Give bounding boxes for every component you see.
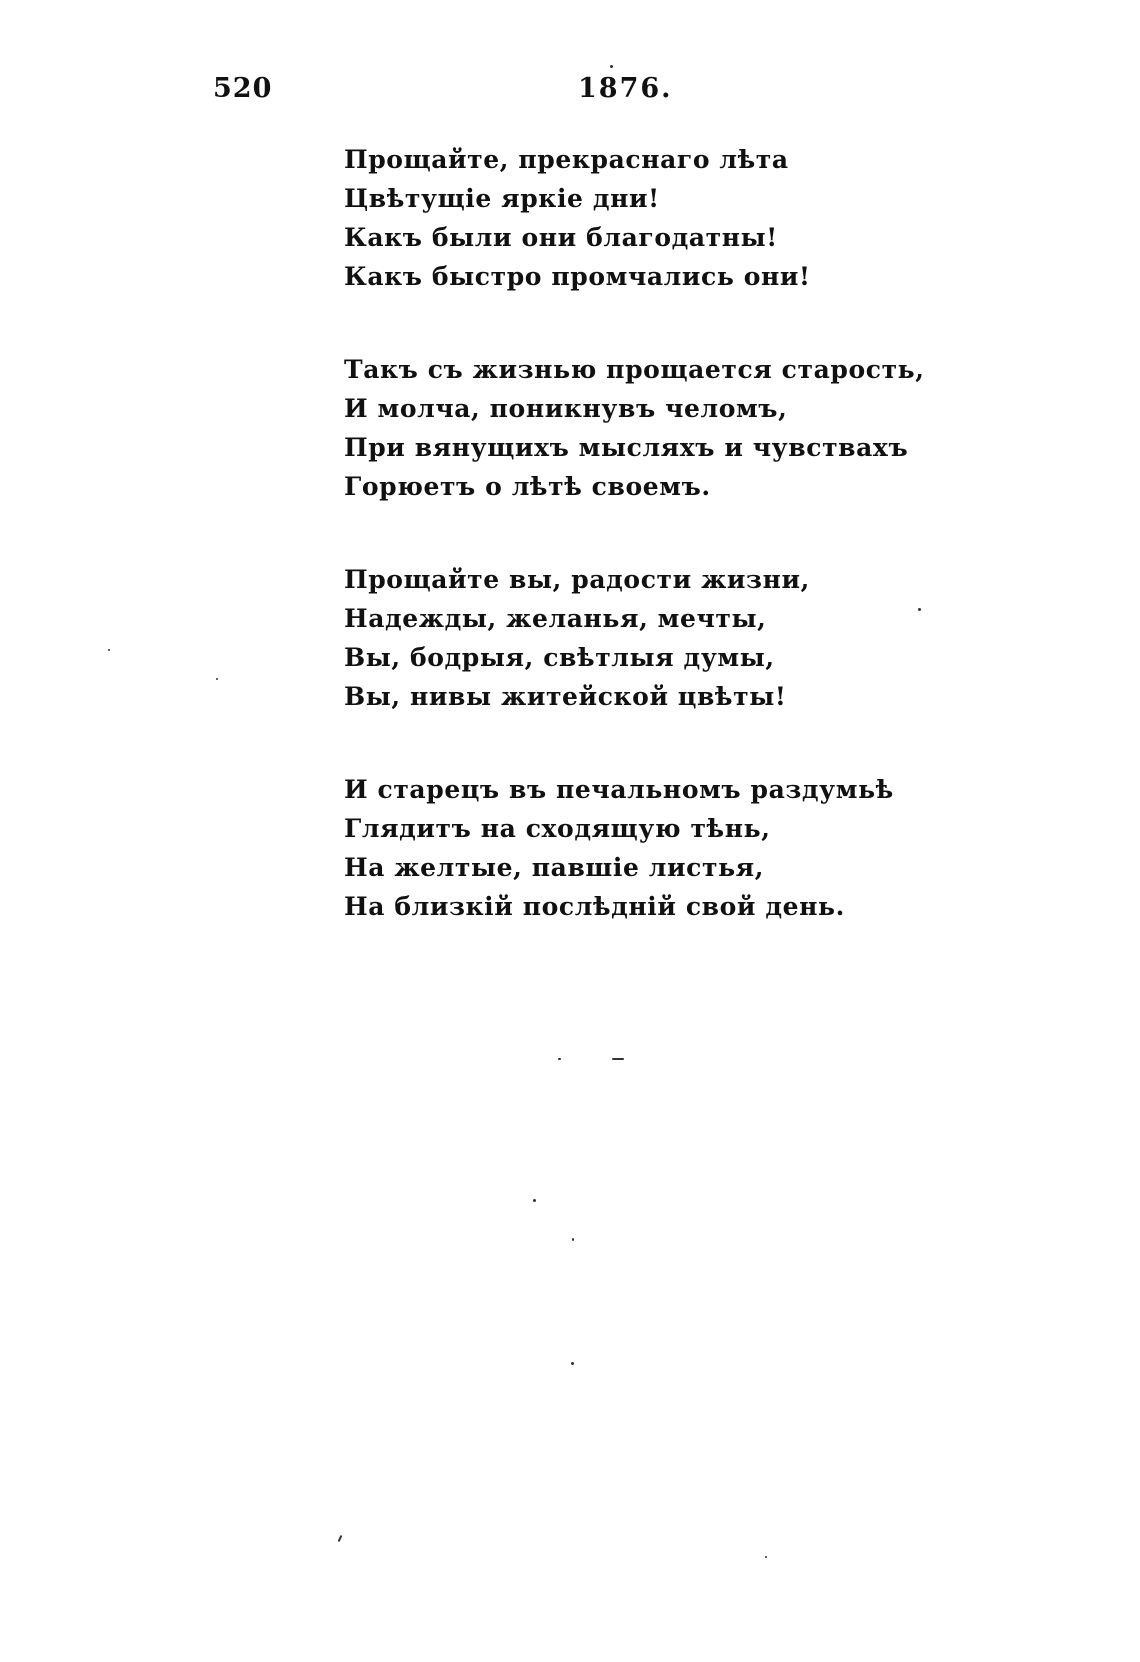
scan-speck xyxy=(338,1535,343,1542)
poem-line: Цвѣтущіе яркіе дни! xyxy=(344,184,660,213)
poem-line: И старецъ въ печальномъ раздумьѣ xyxy=(344,775,894,804)
scan-speck xyxy=(558,1058,561,1060)
poem-line: Горюетъ о лѣтѣ своемъ. xyxy=(344,472,711,501)
poem-line: На близкій послѣдній свой день. xyxy=(344,892,845,921)
poem-line: Прощайте, прекраснаго лѣта xyxy=(344,145,789,174)
scan-speck xyxy=(571,1362,574,1365)
scan-speck xyxy=(918,608,921,611)
poem-line: Какъ быстро промчались они! xyxy=(344,262,811,291)
running-head-year: 1876. xyxy=(578,73,673,104)
scan-speck xyxy=(612,1058,624,1060)
poem-line: Вы, нивы житейской цвѣты! xyxy=(344,682,787,711)
stanza-4 xyxy=(344,770,925,926)
scan-speck xyxy=(108,649,110,651)
stanza-1 xyxy=(344,140,925,296)
poem-line: Какъ были они благодатны! xyxy=(344,223,778,252)
poem-line: Такъ съ жизнью прощается старость, xyxy=(344,355,925,384)
poem-line: На желтые, павшіе листья, xyxy=(344,853,765,882)
stanza-2 xyxy=(344,350,925,506)
page-number: 520 xyxy=(213,73,273,104)
scan-speck xyxy=(216,678,218,680)
poem-line: Вы, бодрыя, свѣтлыя думы, xyxy=(344,643,775,672)
poem-line: Надежды, желанья, мечты, xyxy=(344,604,767,633)
scan-speck xyxy=(610,65,613,68)
scan-speck xyxy=(572,1238,574,1241)
poem-line: И молча, поникнувъ челомъ, xyxy=(344,394,788,423)
poem xyxy=(344,140,925,980)
poem-line: При вянущихъ мысляхъ и чувствахъ xyxy=(344,433,909,462)
stanza-3 xyxy=(344,560,925,716)
poem-line: Прощайте вы, радости жизни, xyxy=(344,565,810,594)
scan-speck xyxy=(533,1199,536,1202)
poem-line: Глядитъ на сходящую тѣнь, xyxy=(344,814,771,843)
scan-speck xyxy=(765,1556,767,1558)
